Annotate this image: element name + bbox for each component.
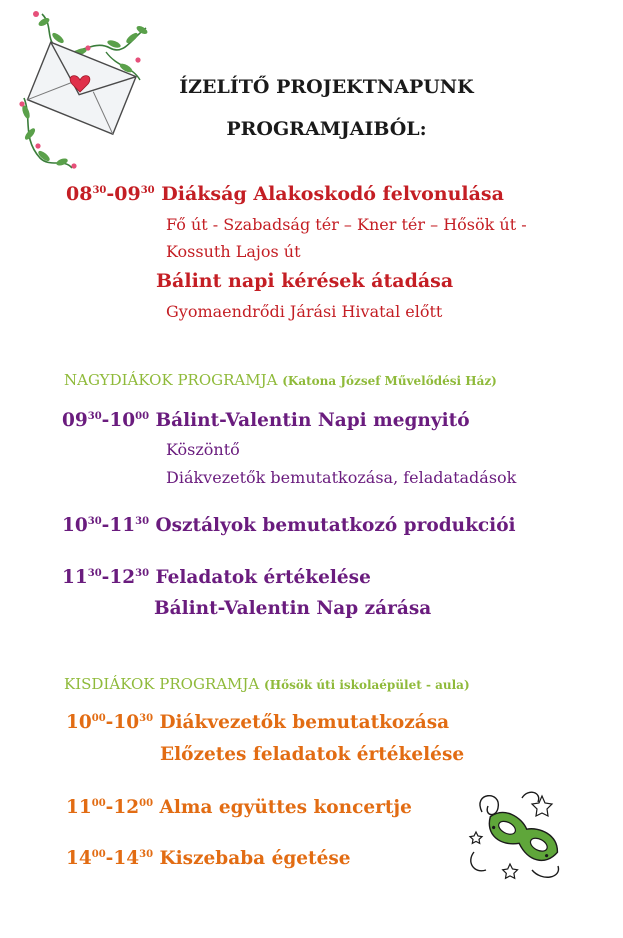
sub-item: Diákvezetők bemutatkozása, feladatadások — [166, 468, 517, 487]
carnival-mask-with-stars-icon — [462, 782, 572, 892]
section-heading-kisdiakok: KISDIÁKOK PROGRAMJA (Hősök úti iskolaépület - aula) — [64, 675, 470, 693]
program-item-parade: $08^{30}-09^{30}$ Diákság Alakoskodó felvonulása — [66, 183, 504, 205]
section-heading-nagydiakok: NAGYDIÁKOK PROGRAMJA (Katona József Művelődési Ház) — [64, 371, 497, 389]
program-item-evaluation: $11^{30}-12^{30}$ Feladatok értékelése — [62, 567, 371, 588]
program-item-requests: Bálint napi kérések átadása — [156, 270, 454, 292]
program-item-closing: Bálint-Valentin Nap zárása — [154, 598, 432, 619]
page-title-line2: PROGRAMJAIBÓL: — [226, 118, 427, 140]
route-line2: Kossuth Lajos út — [166, 242, 301, 261]
program-item-opening: $09^{30}-10^{00}$ Bálint-Valentin Napi megnyitó — [62, 410, 470, 431]
route-line1: Fő út - Szabadság tér – Kner tér – Hősök út - — [166, 215, 527, 234]
program-item-kiszebaba: $14^{00}-14^{30}$ Kiszebaba égetése — [66, 848, 351, 869]
sub-item: Köszöntő — [166, 440, 240, 459]
page-title-line1: ÍZELÍTŐ PROJEKTNAPUNK — [179, 76, 474, 98]
location-text: Gyomaendrődi Járási Hivatal előtt — [166, 302, 443, 321]
program-item-concert: $11^{00}-12^{00}$ Alma együttes koncertje — [66, 797, 412, 818]
program-item-title: Diákság Alakoskodó felvonulása — [161, 183, 504, 205]
program-item-prior-tasks: Előzetes feladatok értékelése — [160, 744, 465, 765]
program-item-productions: $10^{30}-11^{30}$ Osztályok bemutatkozó produkciói — [62, 515, 516, 536]
program-item-leaders: $10^{00}-10^{30}$ Diákvezetők bemutatkozása — [66, 712, 450, 733]
